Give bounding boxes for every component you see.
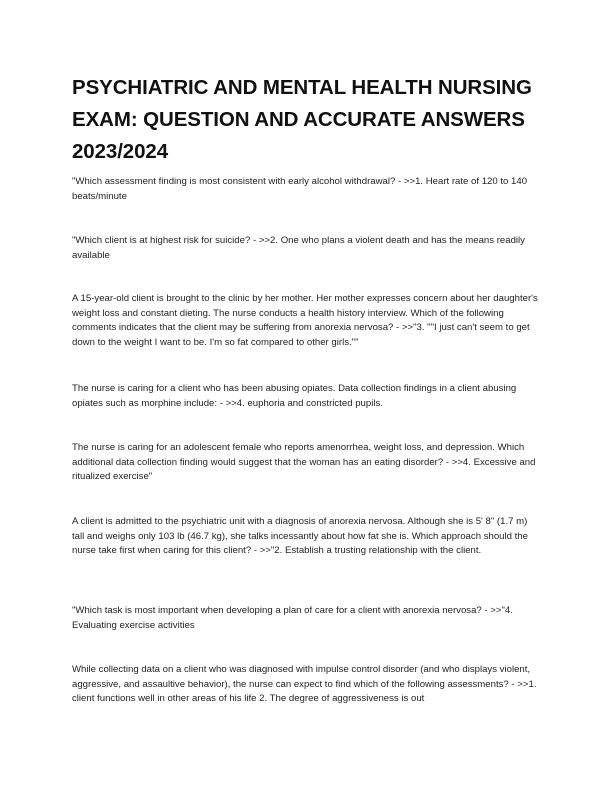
qa-entry: A 15-year-old client is brought to the clinic by her mother. Her mother expresses concern about her daughter's weight loss and constant dieting. The nurse conducts a health history interview. Which of the following comments indicates that the client may be suffering from anorexia nervosa? - >>"3. ""I just can't seem to get down to the weight I want to be. I'm so fat compared to other girls."": [72, 293, 538, 348]
qa-entry: The nurse is caring for a client who has been abusing opiates. Data collection findings in a client abusing opiates such as morphine include: - >>4. euphoria and constricted pupils.: [72, 383, 517, 409]
qa-entry: "Which client is at highest risk for suicide? - >>2. One who plans a violent death and has the means readily available: [72, 235, 525, 261]
qa-entry: "Which task is most important when developing a plan of care for a client with anorexia nervosa? - >>"4. Evaluating exercise activities: [72, 605, 513, 631]
qa-entry: A client is admitted to the psychiatric unit with a diagnosis of anorexia nervosa. Although she is 5' 8" (1.7 m) tall and weighs only 103 lb (46.7 kg), she talks incessantly about how fat she is. Which approach should the nurse take first when caring for this client? - >>"2. Establish a trusting relationship with the client.: [72, 516, 528, 557]
qa-entry: The nurse is caring for an adolescent female who reports amenorrhea, weight loss, and depression. Which additional data collection finding would suggest that the woman has an eating disorder? - >>4. Excessive and ritualized exercise": [72, 442, 536, 483]
qa-entry: "Which assessment finding is most consistent with early alcohol withdrawal? - >>1. Heart rate of 120 to 140 beats/minute: [72, 176, 528, 202]
qa-entry: While collecting data on a client who was diagnosed with impulse control disorder (and who displays violent, aggressive, and assaultive behavior), the nurse can expect to find which of the following assessments? - >>1. client functions well in other areas of his life 2. The degree of aggressiveness is out: [72, 664, 537, 705]
document-title: PSYCHIATRIC AND MENTAL HEALTH NURSING EXAM: QUESTION AND ACCURATE ANSWERS 2023/2024: [72, 76, 532, 163]
